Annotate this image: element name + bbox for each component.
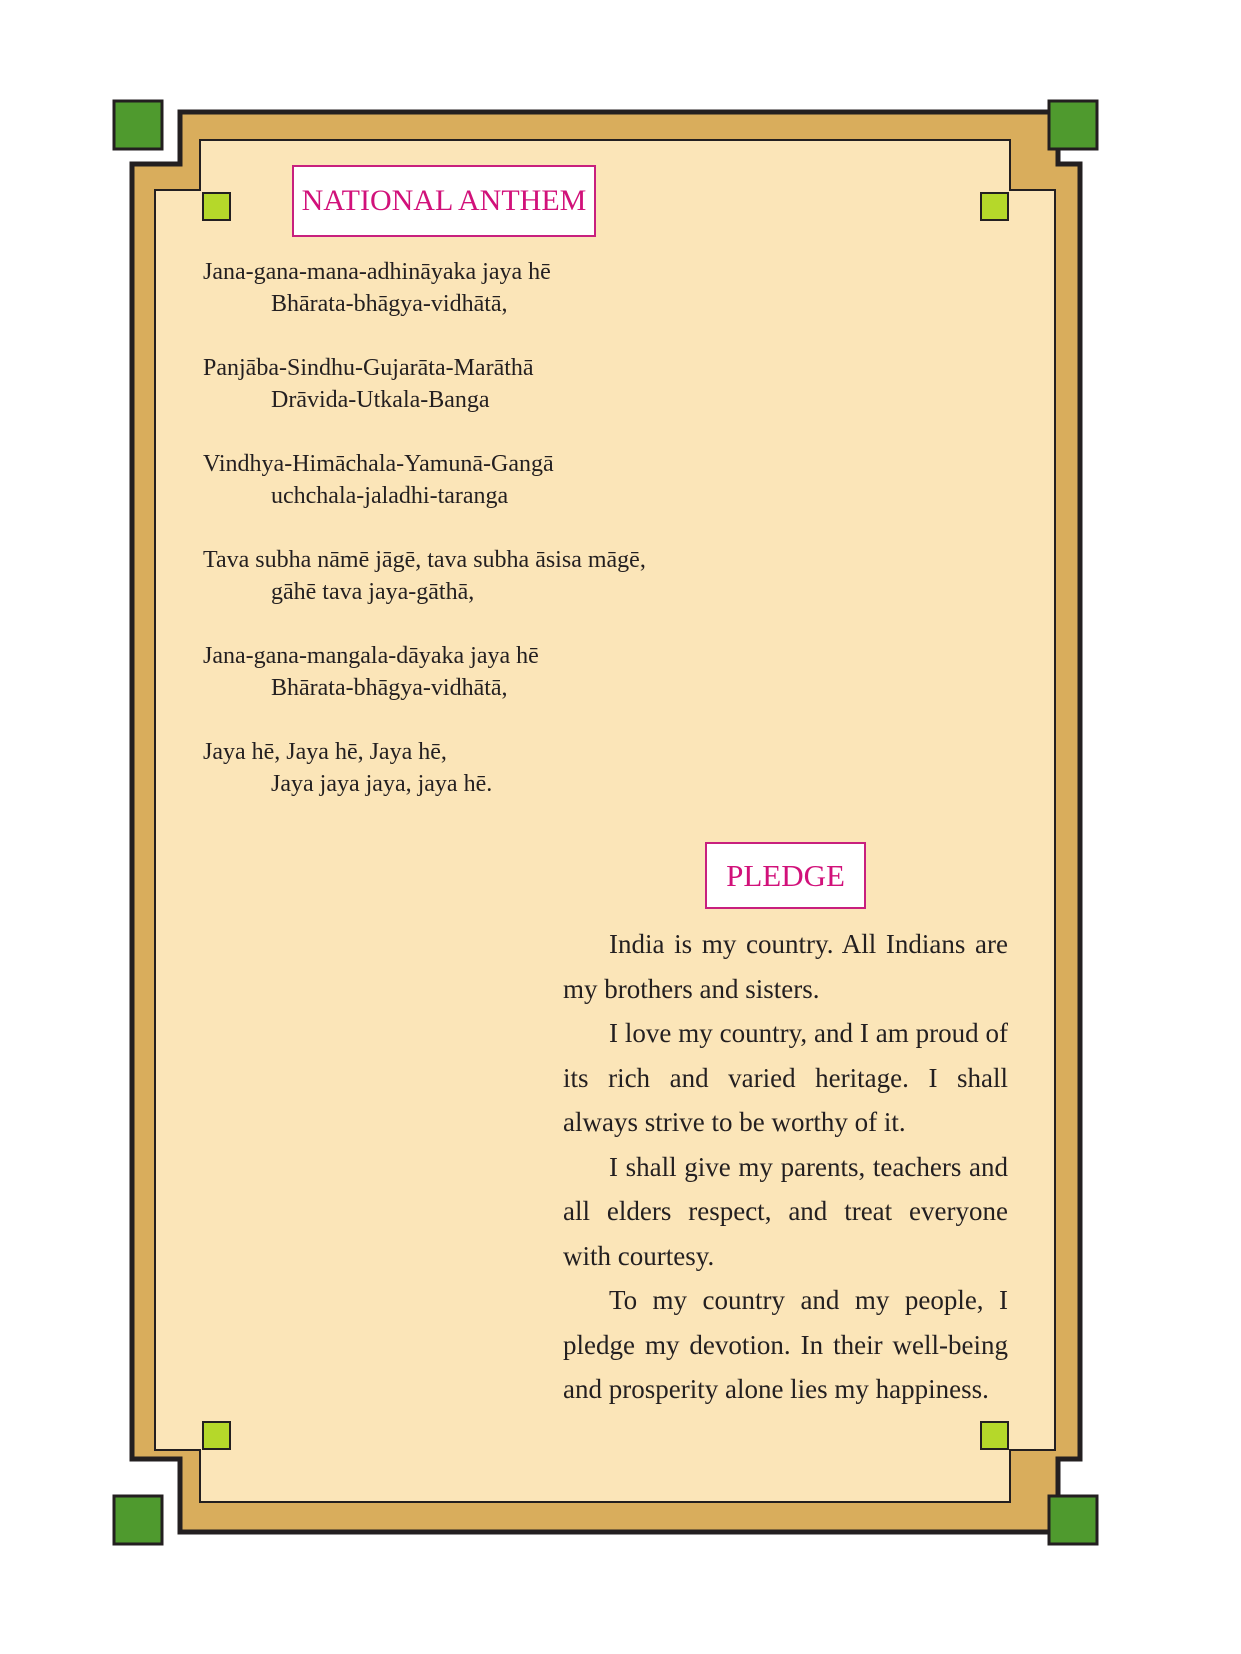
pledge-paragraph: To my country and my people, I pledge my devotion. In their well-being and prosperity alone lies my happiness.: [563, 1285, 1008, 1404]
anthem-line: Drāvida-Utkala-Banga: [271, 387, 490, 413]
anthem-line: Jana-gana-mana-adhināyaka jaya hē: [203, 259, 551, 285]
inner-square-bottom-right: [981, 1422, 1008, 1449]
pledge-paragraph: I love my country, and I am proud of its rich and varied heritage. I shall always strive to be worthy of it.: [563, 1018, 1008, 1137]
corner-square-top-left: [114, 101, 162, 149]
inner-square-bottom-left: [203, 1422, 230, 1449]
anthem-line: gāhē tava jaya-gāthā,: [271, 579, 475, 605]
anthem-line: Jaya jaya jaya, jaya hē.: [271, 771, 493, 797]
anthem-stanza: [203, 736, 763, 800]
pledge-title: PLEDGE: [705, 842, 866, 909]
anthem-stanza: [203, 544, 763, 608]
corner-square-bottom-right: [1049, 1496, 1097, 1544]
pledge-paragraph: India is my country. All Indians are my brothers and sisters.: [563, 929, 1008, 1004]
anthem-line: Tava subha nāmē jāgē, tava subha āsisa māgē,: [203, 547, 646, 573]
anthem-stanza: [203, 352, 763, 416]
pledge-text: [563, 922, 1008, 1412]
anthem-stanza: [203, 448, 763, 512]
anthem-text: [203, 256, 763, 832]
anthem-line: Bhārata-bhāgya-vidhātā,: [271, 675, 508, 701]
inner-square-top-left: [203, 193, 230, 220]
corner-square-bottom-left: [114, 1496, 162, 1544]
corner-square-top-right: [1049, 101, 1097, 149]
anthem-line: Bhārata-bhāgya-vidhātā,: [271, 291, 508, 317]
pledge-paragraph: I shall give my parents, teachers and all elders respect, and treat everyone with courtesy.: [563, 1151, 1008, 1271]
national-anthem-title: NATIONAL ANTHEM: [292, 165, 596, 237]
anthem-stanza: [203, 640, 763, 704]
inner-square-top-right: [981, 193, 1008, 220]
anthem-line: Jana-gana-mangala-dāyaka jaya hē: [203, 643, 539, 669]
anthem-stanza: [203, 256, 763, 320]
anthem-line: Panjāba-Sindhu-Gujarāta-Marāthā: [203, 355, 534, 381]
anthem-line: uchchala-jaladhi-taranga: [271, 483, 509, 509]
anthem-line: Vindhya-Himāchala-Yamunā-Gangā: [203, 451, 554, 477]
anthem-line: Jaya hē, Jaya hē, Jaya hē,: [203, 739, 447, 765]
